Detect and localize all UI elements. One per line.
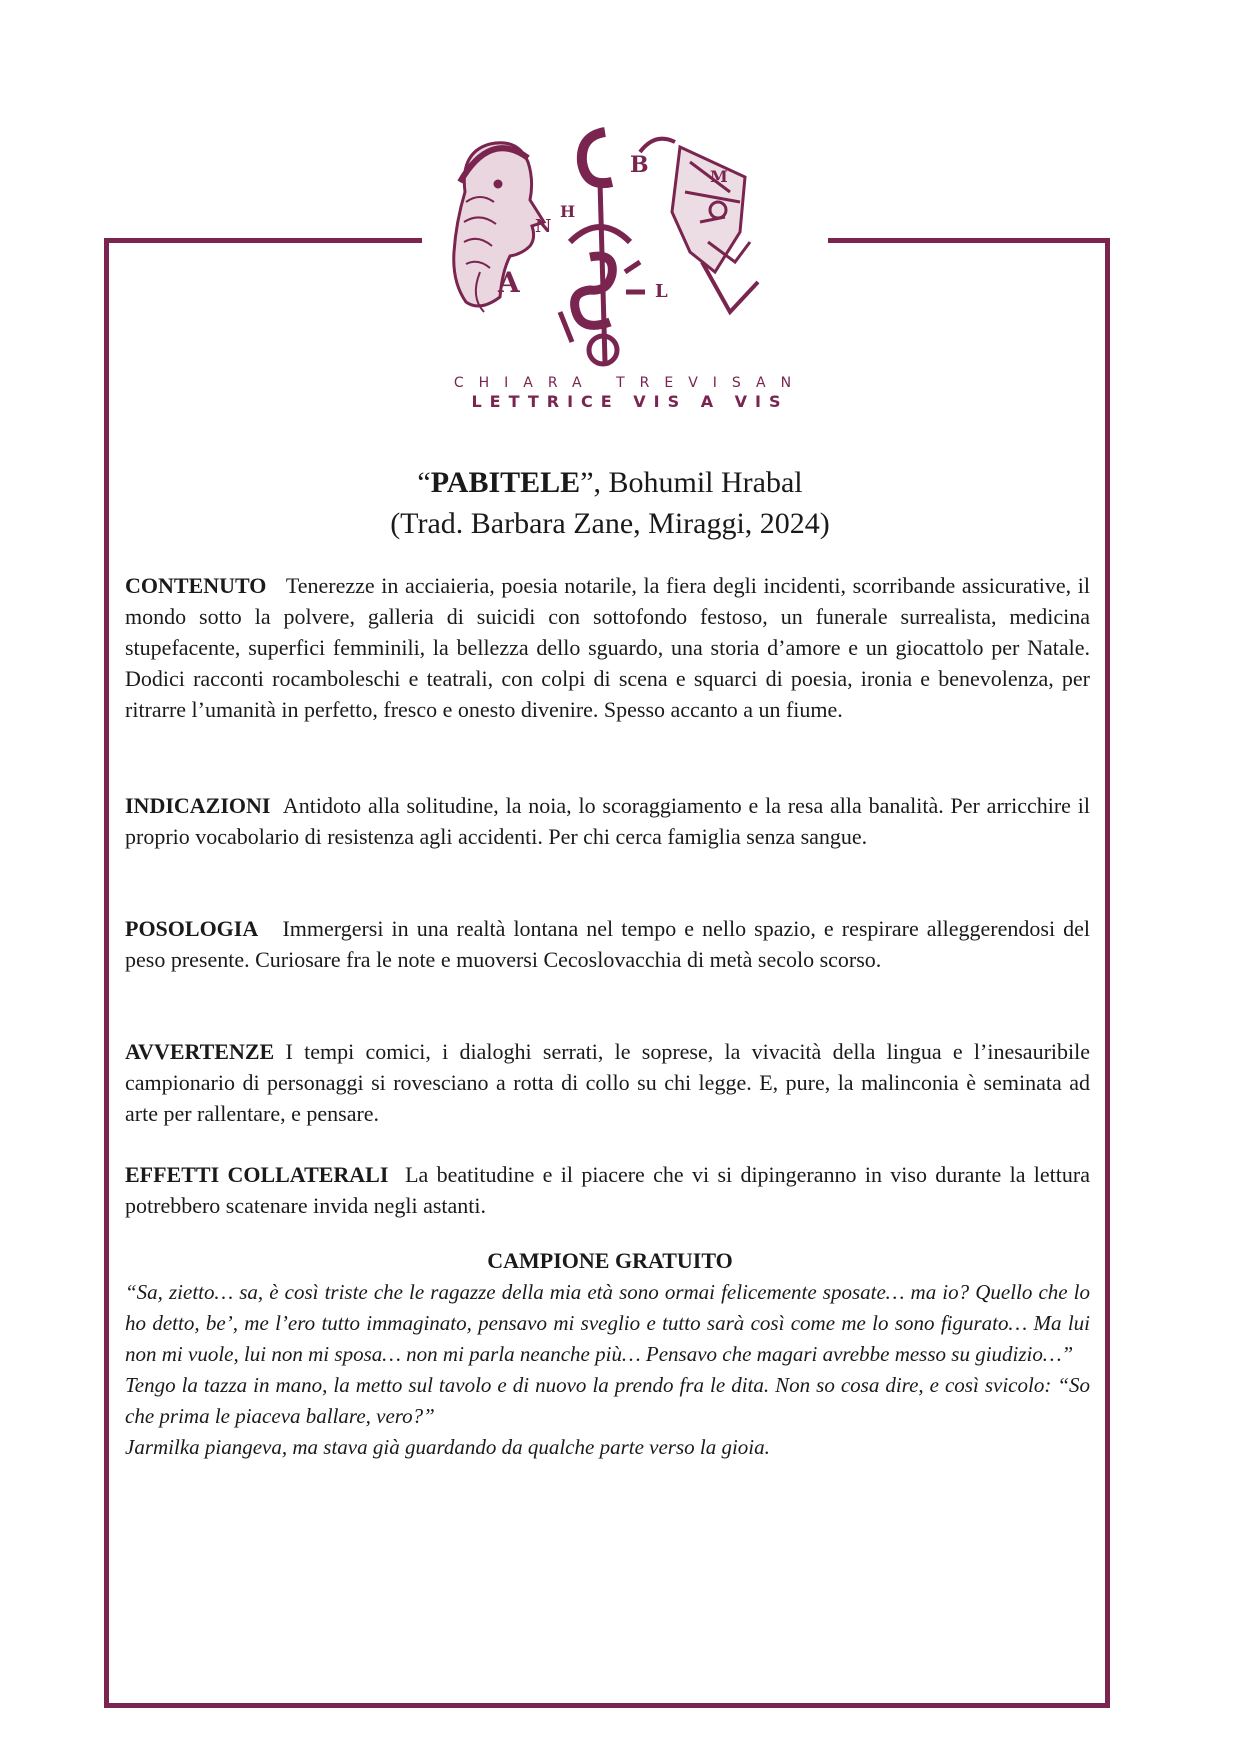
section-text: Antidoto alla solitudine, la noia, lo scoraggiamento e la resa alla banalità. Per arricchire il proprio vocabolario di resistenza agli accidenti. Per chi cerca famiglia senza sangue. <box>125 793 1090 849</box>
section-text: Immergersi in una realtà lontana nel tempo e nello spazio, e respirare alleggerendosi del peso presente. Curiosare fra le note e muoversi Cecoslovacchia di metà secolo scorso. <box>125 916 1090 972</box>
logo-artwork <box>440 122 820 372</box>
section-contenuto <box>125 570 1090 725</box>
section-heading: CONTENUTO <box>125 573 267 598</box>
section-effetti-collaterali <box>125 1159 1090 1221</box>
section-heading: POSOLOGIA <box>125 916 259 941</box>
svg-text:H: H <box>560 202 576 221</box>
section-text: Tenerezze in acciaieria, poesia notarile, la fiera degli incidenti, scorribande assicurative, il mondo sotto la polvere, galleria di suicidi con sottofondo festoso, un funerale surrealista, medicina stupefacente, superfici femminili, la bellezza dello sguardo, una storia d’amore e un giocattolo per Natale. Dodici racconti rocamboleschi e teatrali, con colpi di scena e squarci di poesia, ironia e benevolenza, per ritrarre l’umanità in perfetto, fresco e onesto divenire. Spesso accanto a un fiume. <box>125 573 1091 722</box>
sample-heading: CAMPIONE GRATUITO <box>487 1248 733 1273</box>
svg-text:A: A <box>498 266 520 299</box>
section-avvertenze <box>125 1036 1090 1129</box>
section-heading: AVVERTENZE <box>125 1039 275 1064</box>
book-title-author: ”, Bohumil Hrabal <box>580 466 803 499</box>
frame-bottom-border <box>104 1703 1110 1708</box>
section-text: I tempi comici, i dialoghi serrati, le soprese, la vivacità della lingua e l’inesauribile campionario di personaggi si rovesciano a rotta di collo su chi legge. E, pure, la malinconia è seminata ad arte per rallentare, e pensare. <box>125 1039 1090 1126</box>
logo-name-text: CHIARA TREVISAN <box>453 375 807 391</box>
frame-left-border <box>104 238 109 1708</box>
frame-right-border <box>1105 238 1110 1708</box>
svg-text:M: M <box>710 167 728 186</box>
section-heading: EFFETTI COLLATERALI <box>125 1162 389 1187</box>
svg-text:N: N <box>535 216 552 237</box>
section-posologia <box>125 913 1090 975</box>
book-title-name: PABITELE <box>430 466 581 499</box>
frame-top-left-border <box>104 238 422 243</box>
title-quote-open: “ <box>417 466 431 499</box>
sample-paragraph: Jarmilka piangeva, ma stava già guardando da qualche parte verso la gioia. <box>125 1435 770 1459</box>
logo <box>440 122 820 411</box>
sample-excerpt <box>125 1277 1090 1463</box>
sample-paragraph: “Sa, zietto… sa, è così triste che le ragazze della mia età sono ormai felicemente sposate… ma io? Quello che lo ho detto, be’, me l’ero tutto immaginato, pensavo mi sveglio e tutto sarà così come me lo sono figurato… Ma lui non mi vuole, lui non mi sposa… non mi parla neanche più… Pensavo che magari avrebbe messo su giudizio…” <box>125 1280 1090 1366</box>
frame-top-right-border <box>828 238 1110 243</box>
logo-tagline-text: LETTRICE VIS A VIS <box>471 392 789 411</box>
section-text: La beatitudine e il piacere che vi si dipingeranno in viso durante la lettura potrebbero scatenare invida negli astanti. <box>125 1162 1090 1218</box>
book-subtitle: (Trad. Barbara Zane, Miraggi, 2024) <box>390 507 830 540</box>
svg-text:L: L <box>655 281 668 302</box>
section-indicazioni <box>125 790 1090 852</box>
book-title <box>120 463 1100 503</box>
section-heading: INDICAZIONI <box>125 793 271 818</box>
sample-paragraph: Tengo la tazza in mano, la metto sul tavolo e di nuovo la prendo fra le dita. Non so cosa dire, e così svicolo: “So che prima le piaceva ballare, vero?” <box>125 1373 1090 1428</box>
svg-text:B: B <box>630 152 649 178</box>
